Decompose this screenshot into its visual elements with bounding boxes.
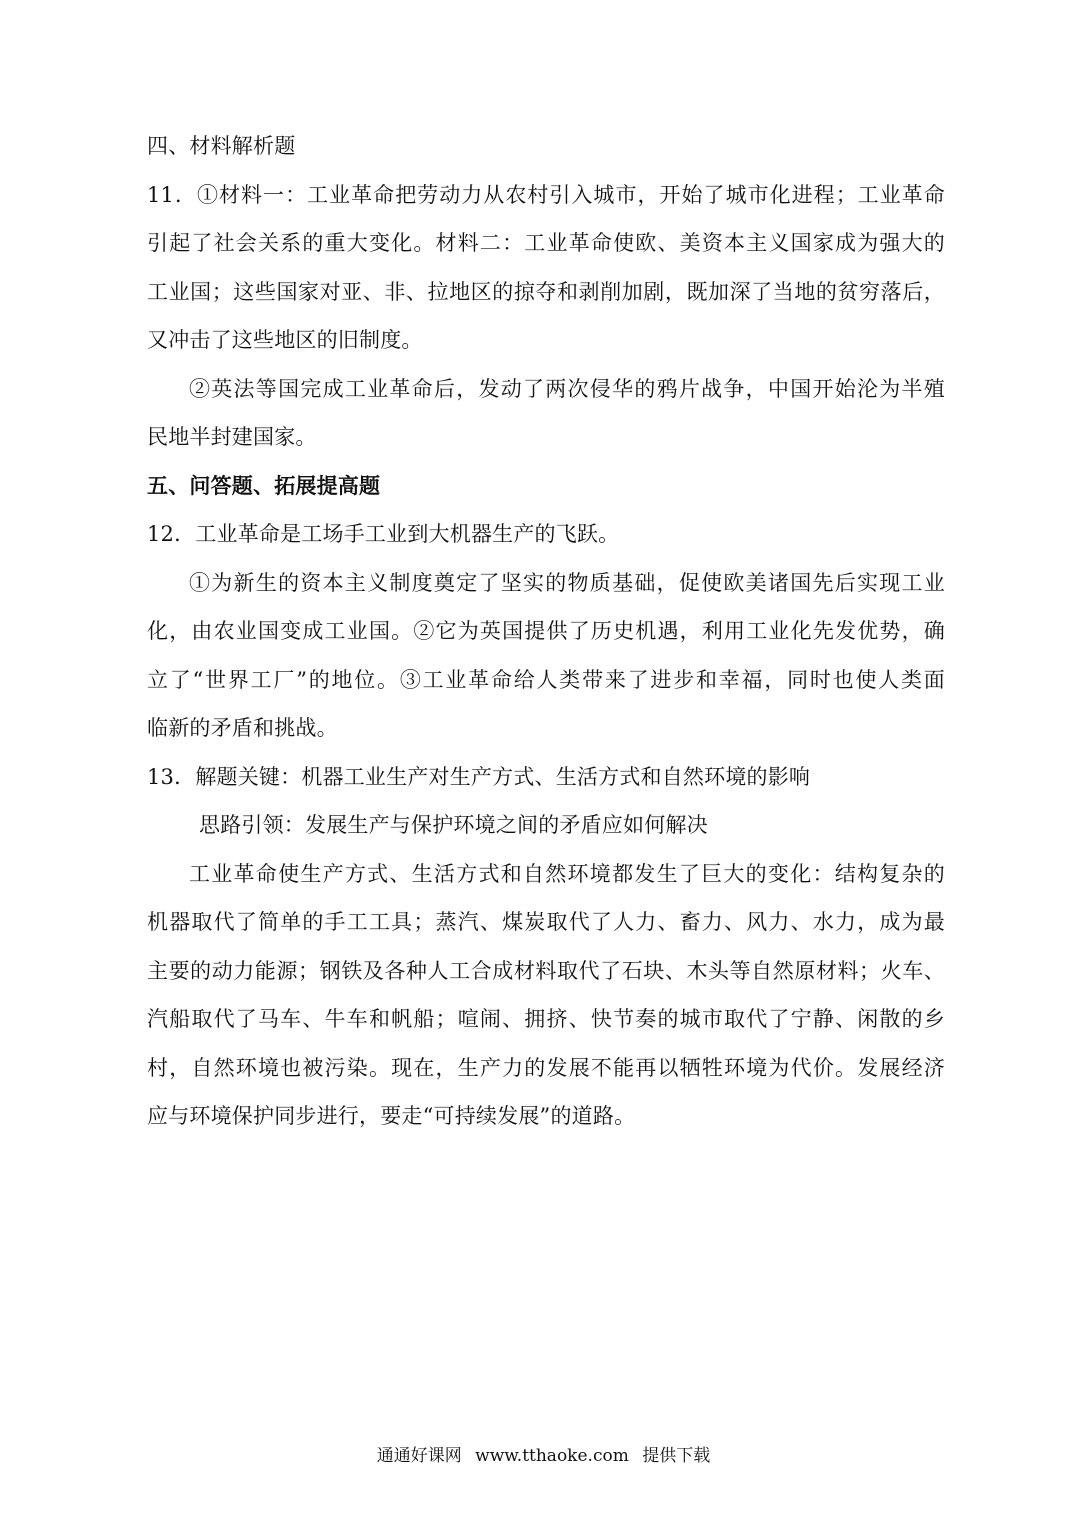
q13-line-5: 村，自然环境也被污染。现在，生产力的发展不能再以牺牲环境为代价。发展经济: [147, 1055, 945, 1080]
q13-line-1: 工业革命使生产方式、生活方式和自然环境都发生了巨大的变化：结构复杂的: [189, 861, 945, 886]
q13-hint: 思路引领：发展生产与保护环境之间的矛盾应如何解决: [199, 813, 708, 837]
q11-line-3: 工业国；这些国家对亚、非、拉地区的掠夺和剥削加剧，既加深了当地的贫穷落后，: [147, 279, 945, 304]
q13-key: 13．解题关键：机器工业生产对生产方式、生活方式和自然环境的影响: [147, 764, 811, 789]
q11-part2-line-1: ②英法等国完成工业革命后，发动了两次侵华的鸦片战争，中国开始沦为半殖: [189, 376, 945, 401]
q11-line-4: 又冲击了这些地区的旧制度。: [147, 328, 423, 352]
q11-line-2: 引起了社会关系的重大变化。材料二：工业革命使欧、美资本主义国家成为强大的: [147, 231, 945, 255]
q13-line-4: 汽船取代了马车、牛车和帆船；喧闹、拥挤、快节奏的城市取代了宁静、闲散的乡: [147, 1007, 945, 1031]
page-footer: [0, 1444, 1087, 1468]
footer-suffix: 提供下载: [642, 1446, 711, 1466]
page-content: [147, 122, 945, 1141]
q12-intro: 12．工业革命是工场手工业到大机器生产的飞跃。: [147, 522, 620, 546]
section-heading-qa: 五、问答题、拓展提高题: [147, 473, 381, 498]
q11-line-1: 11．①材料一：工业革命把劳动力从农村引入城市，开始了城市化进程；工业革命: [147, 182, 945, 207]
footer-url[interactable]: www.tthaoke.com: [475, 1446, 629, 1466]
q11-part2-line-2: 民地半封建国家。: [147, 425, 317, 449]
q12-line-2: 化，由农业国变成工业国。②它为英国提供了历史机遇，利用工业化先发优势，确: [147, 619, 945, 643]
q13-line-2: 机器取代了简单的手工工具；蒸汽、煤炭取代了人力、畜力、风力、水力，成为最: [147, 910, 945, 934]
section-heading-materials: 四、材料解析题: [147, 134, 296, 158]
footer-site-name: 通通好课网: [376, 1446, 462, 1466]
q12-line-3: 立了“世界工厂”的地位。③工业革命给人类带来了进步和幸福，同时也使人类面: [147, 667, 945, 692]
q12-line-1: ①为新生的资本主义制度奠定了坚实的物质基础，促使欧美诸国先后实现工业: [189, 570, 945, 595]
q13-line-3: 主要的动力能源；钢铁及各种人工合成材料取代了石块、木头等自然原材料；火车、: [147, 958, 945, 983]
q13-line-6: 应与环境保护同步进行，要走“可持续发展”的道路。: [147, 1104, 636, 1128]
q12-line-4: 临新的矛盾和挑战。: [147, 716, 338, 740]
